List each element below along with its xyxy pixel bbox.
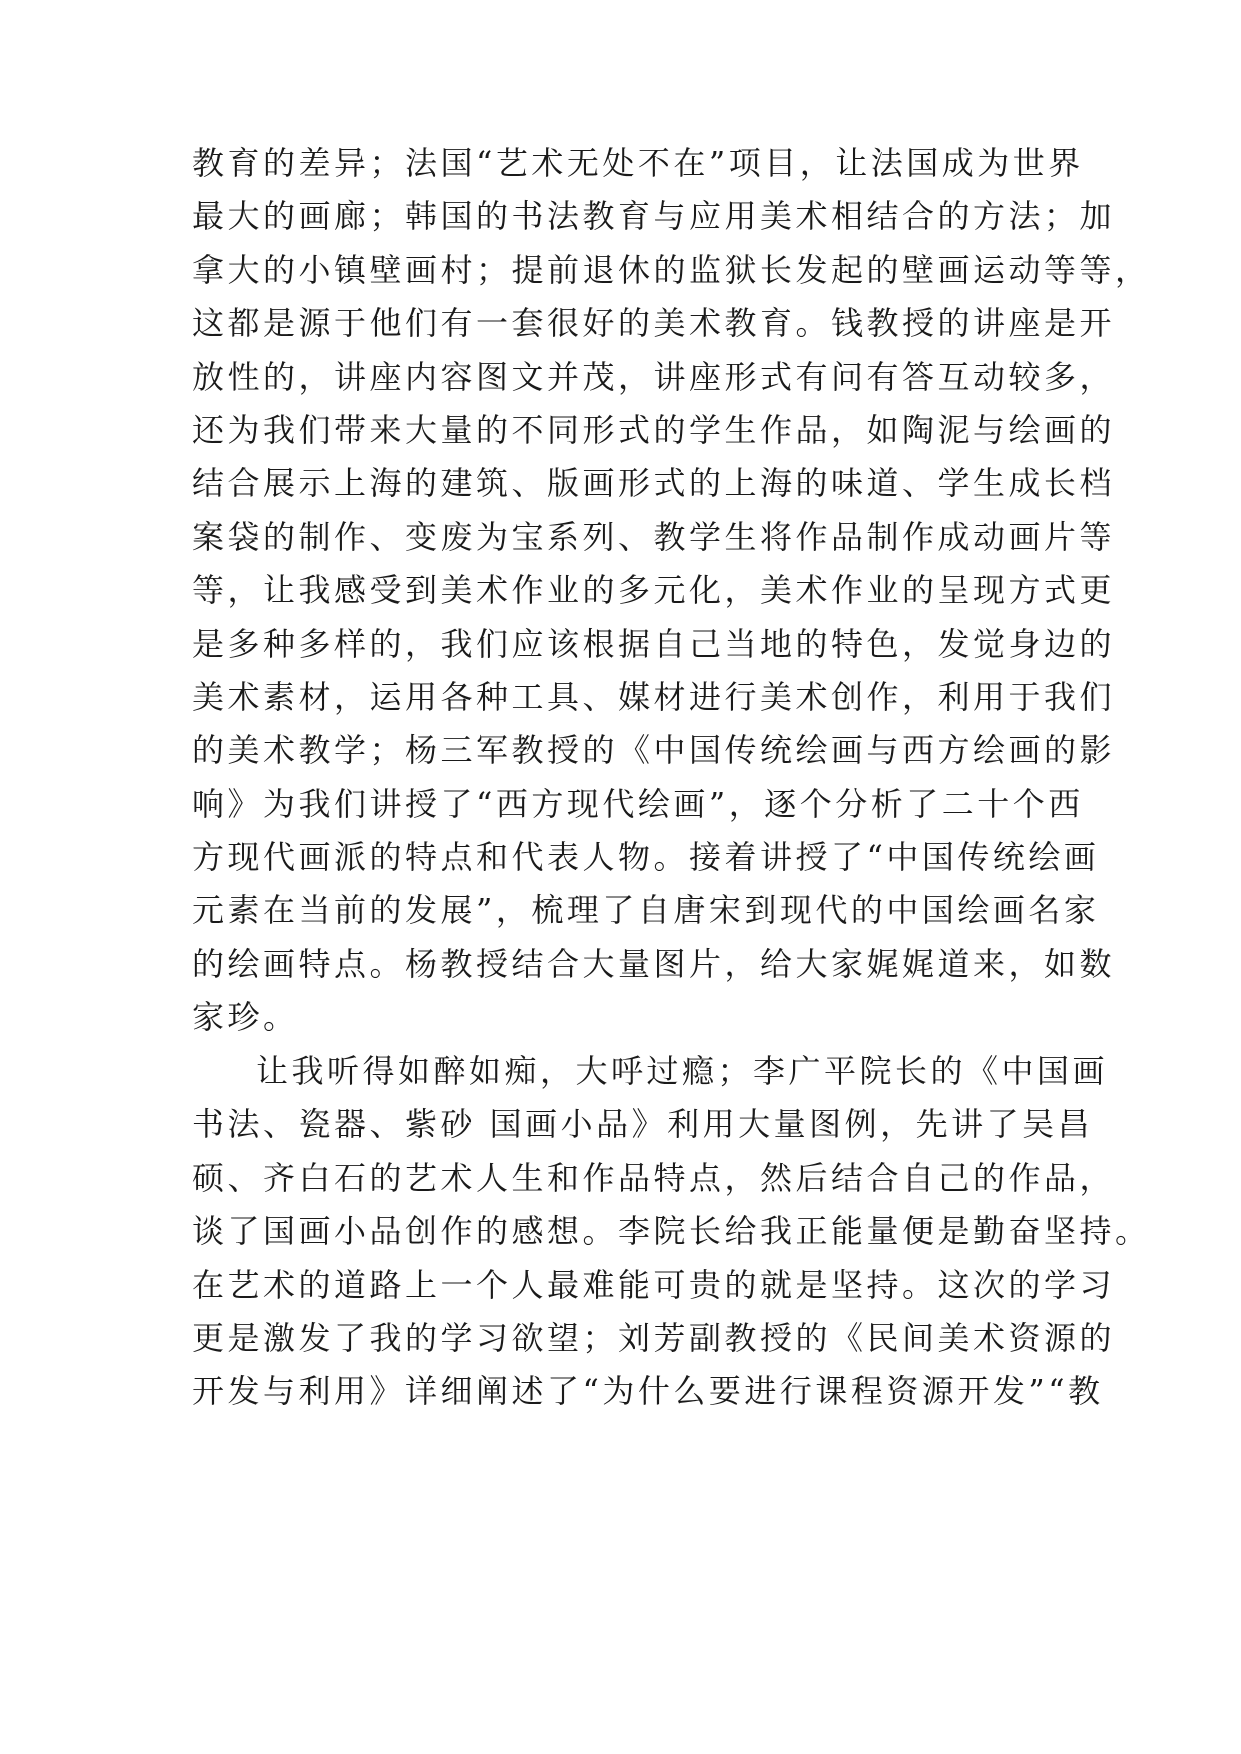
text-line: 开发与利用》详细阐述了“为什么要进行课程资源开发”“教 (192, 1372, 1104, 1411)
text-line: 还为我们带来大量的不同形式的学生作品，如陶泥与绘画的 (192, 410, 1116, 449)
text-line: 拿大的小镇壁画村；提前退休的监狱长发起的壁画运动等等， (192, 250, 1151, 289)
text-line: 是多种多样的，我们应该根据自己当地的特色，发觉身边的 (192, 624, 1116, 663)
text-line: 在艺术的道路上一个人最难能可贵的就是坚持。这次的学习 (192, 1265, 1116, 1304)
text-line: 响》为我们讲授了“西方现代绘画”，逐个分析了二十个西 (192, 784, 1084, 823)
paragraph-2 (192, 1045, 1151, 1419)
text-line: 的美术教学；杨三军教授的《中国传统绘画与西方绘画的影 (192, 731, 1116, 770)
text-line: 硕、齐白石的艺术人生和作品特点，然后结合自己的作品， (192, 1158, 1116, 1197)
text-line: 放性的，讲座内容图文并茂，讲座形式有问有答互动较多， (192, 357, 1116, 396)
text-line: 最大的画廊；韩国的书法教育与应用美术相结合的方法；加 (192, 197, 1116, 236)
text-line: 元素在当前的发展”，梳理了自唐宋到现代的中国绘画名家 (192, 891, 1100, 930)
text-line: 书法、瓷器、紫砂 国画小品》利用大量图例，先讲了吴昌 (192, 1105, 1094, 1144)
text-line: 的绘画特点。杨教授结合大量图片，给大家娓娓道来，如数 (192, 944, 1116, 983)
text-line: 方现代画派的特点和代表人物。接着讲授了“中国传统绘画 (192, 838, 1100, 877)
paragraph-1 (192, 137, 1151, 1045)
text-line: 等，让我感受到美术作业的多元化，美术作业的呈现方式更 (192, 571, 1116, 610)
text-line: 家珍。 (192, 998, 299, 1037)
text-line: 更是激发了我的学习欲望；刘芳副教授的《民间美术资源的 (192, 1318, 1116, 1357)
text-line: 结合展示上海的建筑、版画形式的上海的味道、学生成长档 (192, 464, 1116, 503)
text-line: 谈了国画小品创作的感想。李院长给我正能量便是勤奋坚持。 (192, 1212, 1151, 1251)
text-line: 案袋的制作、变废为宝系列、教学生将作品制作成动画片等 (192, 517, 1116, 556)
text-line: 这都是源于他们有一套很好的美术教育。钱教授的讲座是开 (192, 304, 1116, 343)
text-line: 教育的差异；法国“艺术无处不在”项目，让法国成为世界 (192, 144, 1084, 182)
text-line: 让我听得如醉如痴，大呼过瘾；李广平院长的《中国画 (256, 1052, 1109, 1090)
text-line: 美术素材，运用各种工具、媒材进行美术创作，利用于我们 (192, 677, 1116, 716)
